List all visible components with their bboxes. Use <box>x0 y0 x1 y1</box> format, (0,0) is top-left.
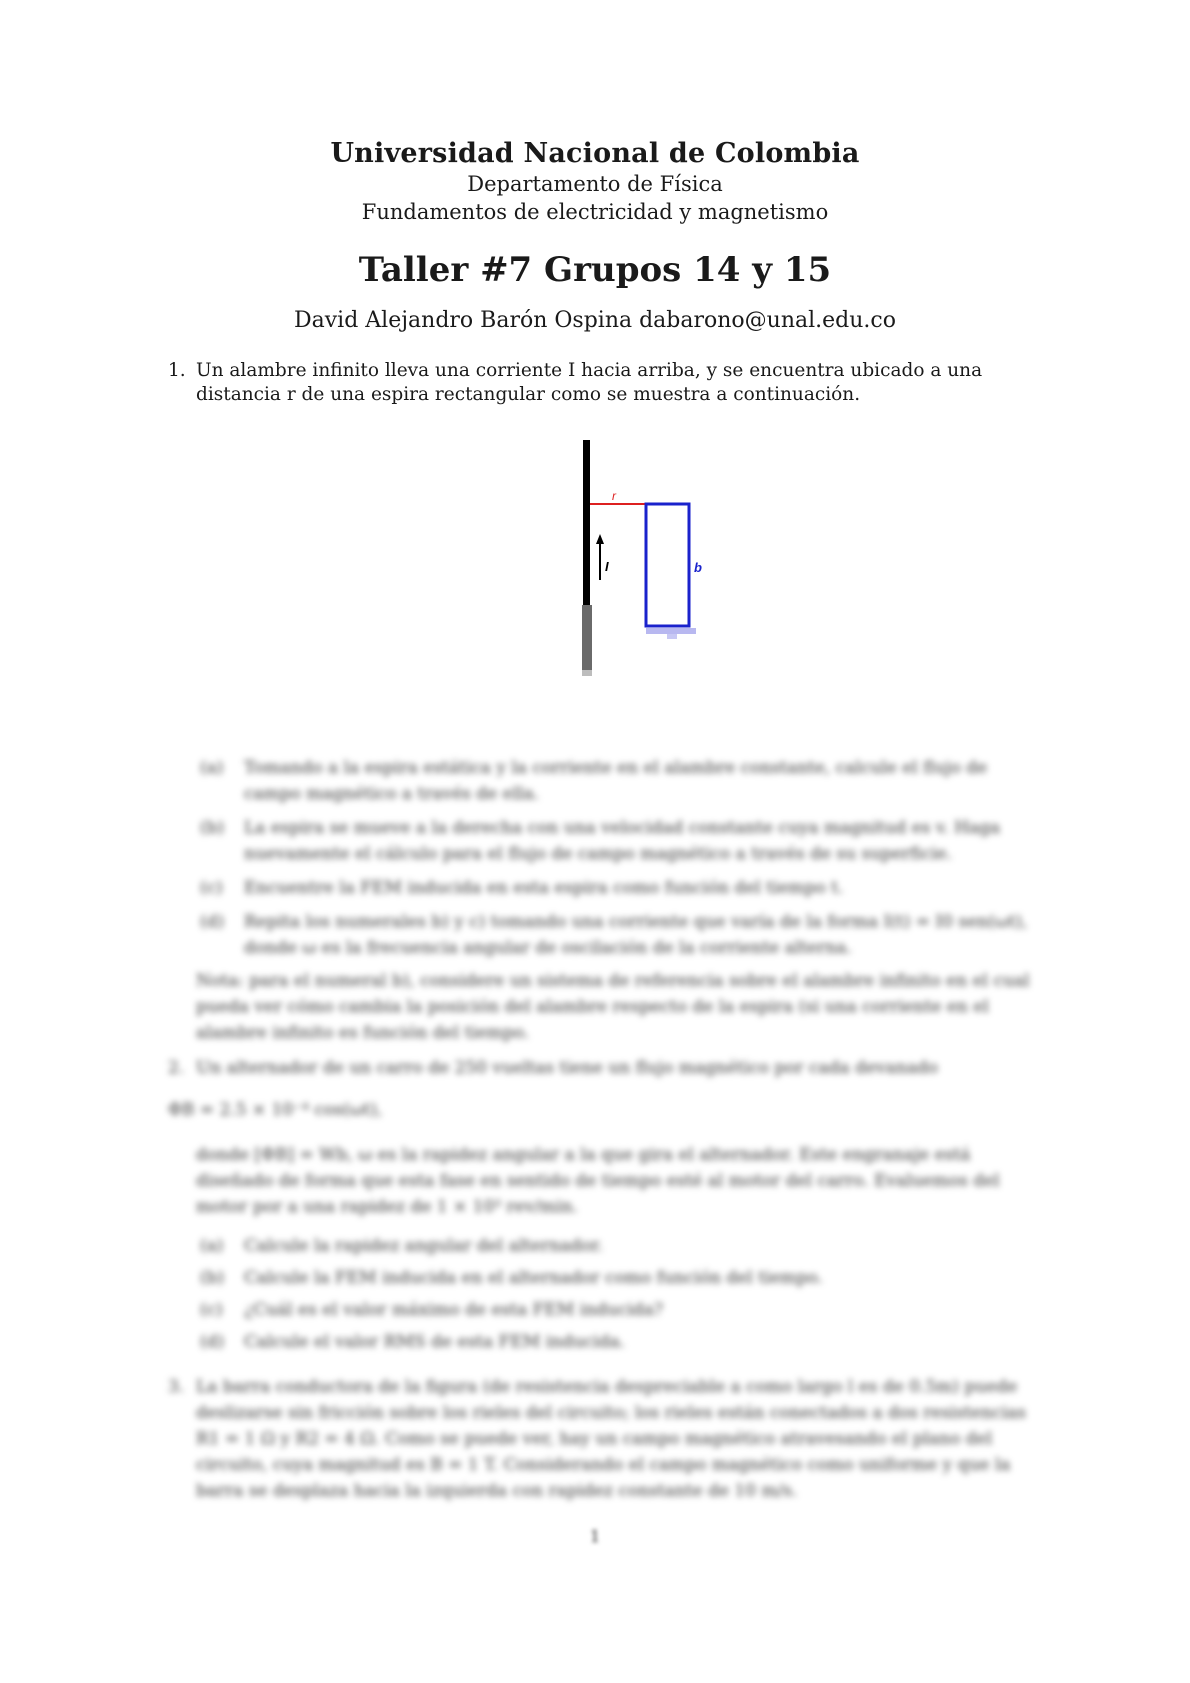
list-item: (c) Encuentre la FEM inducida en esta espira como función del tiempo t. <box>200 878 844 898</box>
document-title: Taller #7 Grupos 14 y 15 <box>358 250 832 290</box>
problem-2-statement: Un alternador de un carro de 250 vueltas tiene un flujo magnético por cada devanado <box>196 1058 938 1078</box>
list-item: (d) Repita los numerales b) y c) tomando una corriente que varía de la forma I(t) = I0 sen(ωt), donde ω es la frecuencia angular de oscilación de la corriente alterna. <box>200 912 1028 958</box>
list-item: (c) ¿Cuál es el valor máximo de esta FEM inducida? <box>200 1300 663 1320</box>
course-name: Fundamentos de electricidad y magnetismo <box>361 200 829 224</box>
page-number: 1 <box>589 1527 601 1547</box>
problem-2-parts <box>200 1233 1048 1361</box>
problem-1-number: 1. <box>168 360 186 381</box>
department-name: Departamento de Física <box>467 172 723 196</box>
infinite-wire <box>583 440 590 605</box>
author-line: David Alejandro Barón Ospina dabarono@unal.edu.co <box>293 308 896 333</box>
label-b: b <box>694 560 702 575</box>
problem-2-number: 2. <box>168 1058 185 1078</box>
wire-lower-segment <box>582 605 592 670</box>
wire-loop-diagram <box>550 440 710 710</box>
problem-3 <box>168 1374 1048 1512</box>
problem-1-note: Nota: para el numeral b), considere un sistema de referencia sobre el alambre infinito en el cual pueda ver cómo cambia la posición del alambre respecto de la espira (si una corriente en el alambre infinito es función del tiempo. <box>196 971 1030 1043</box>
problem-1-statement: Un alambre infinito lleva una corriente I hacia arriba, y se encuentra ubicado a una distancia r de una espira rectangular como se muestra a continuación. <box>196 360 983 405</box>
list-item: (b) Calcule la FEM inducida en el alternador como función del tiempo. <box>200 1268 823 1288</box>
list-item: (d) Calcule el valor RMS de esta FEM inducida. <box>200 1332 626 1352</box>
problem-3-number: 3. <box>168 1377 185 1397</box>
list-item: (a) Tomando a la espira estática y la corriente en el alambre constante, calcule el flujo de campo magnético a través de ella. <box>200 758 988 804</box>
current-arrowhead <box>596 534 604 544</box>
problem-2-context: donde [ΦB] = Wb, ω es la rapidez angular a la que gira el alternador. Este engranaje está diseñado de forma que esta fase en sentido de tiempo esté al motor del carro. Evaluemos del motor por a una rapidez de 1 × 10³ rev/min. <box>196 1145 1000 1217</box>
list-item: (b) La espira se mueve a la derecha con una velocidad constante cuya magnitud es v. Haga nuevamente el cálculo para el flujo de campo magnético a través de su superficie. <box>200 818 1001 864</box>
problem-2 <box>168 1055 1048 1089</box>
problem-1 <box>168 359 1048 407</box>
university-name: Universidad Nacional de Colombia <box>330 138 860 169</box>
problem-1-parts <box>200 755 1048 969</box>
wire-end-shadow <box>582 670 592 676</box>
rectangular-loop <box>646 504 689 626</box>
label-r: r <box>612 489 616 503</box>
loop-shadow <box>646 628 696 634</box>
label-I: I <box>605 559 609 574</box>
problem-2-equation: ΦB = 2.5 × 10⁻⁴ cos(ωt), <box>168 1100 383 1120</box>
problem-3-statement: La barra conductora de la figura (de resistencia despreciable a como largo l es de 0.5m) puede deslizarse sin fricción sobre los rieles del circuito; los rieles están conectados a dos resistencias R1 = 1 Ω y R2 = 4 Ω. Como se puede ver, hay un campo magnético atravesando el plano del circuito, cuya magnitud es B = 1 T. Considerando el campo magnético como uniforme y que la barra se desplaza hacia la izquierda con rapidez constante de 10 m/s. <box>196 1377 1027 1501</box>
list-item: (a) Calcule la rapidez angular del alternador. <box>200 1236 604 1256</box>
wire-loop-figure <box>550 440 710 710</box>
loop-shadow-tail <box>667 634 677 639</box>
